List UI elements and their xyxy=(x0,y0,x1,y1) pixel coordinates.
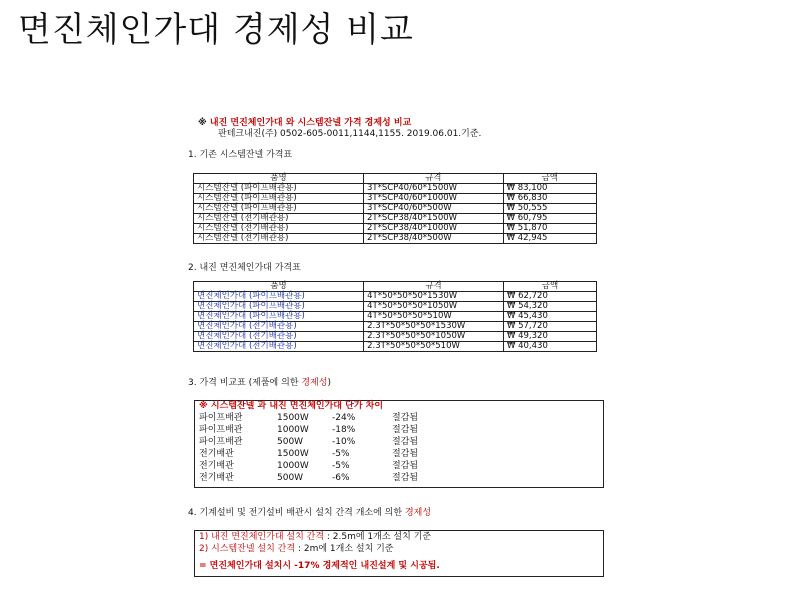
cell-price: ₩ 83,100 xyxy=(503,184,596,194)
table-row xyxy=(194,234,597,244)
diff-type: 파이프배관 xyxy=(199,413,243,423)
reference-mark: ※ xyxy=(198,118,207,128)
comparison-row xyxy=(195,424,603,436)
system-channel-price-table xyxy=(193,173,597,244)
diff-result: 절감됨 xyxy=(392,449,419,459)
diff-type: 파이프배관 xyxy=(199,425,243,435)
table-row xyxy=(194,312,597,322)
table-header-row xyxy=(194,174,597,184)
diff-percent: -6% xyxy=(332,473,350,483)
document-image xyxy=(188,118,618,571)
table-row xyxy=(194,322,597,332)
cell-price: ₩ 50,555 xyxy=(503,204,596,214)
cell-item: 면진체인가대 (파이프배관용) xyxy=(194,302,364,312)
comparison-box-header: ※ 시스템잔넬 과 내진 면진체인가대 단가 차이 xyxy=(199,401,384,411)
cell-price: ₩ 40,430 xyxy=(504,342,597,352)
cell-price: ₩ 42,945 xyxy=(503,234,596,244)
table-row xyxy=(194,224,597,234)
cell-spec: 4T*50*50*50*510W xyxy=(364,312,504,322)
interval-line-1-label: 1) 내진 면진체인가대 설치 간격 xyxy=(199,532,325,542)
diff-result: 절감됨 xyxy=(392,437,419,447)
document-subheader: 판테크내진(주) 0502-605-0011,1144,1155. 2019.06.01.기준. xyxy=(218,129,482,139)
table-row xyxy=(194,342,597,352)
section-4-title-highlight: 경제성 xyxy=(404,508,432,518)
slide-title: 면진체인가대 경제성 비교 xyxy=(18,10,414,50)
diff-percent: -5% xyxy=(332,461,350,471)
diff-type: 파이프배관 xyxy=(199,437,243,447)
table-row xyxy=(194,292,597,302)
table-row xyxy=(194,214,597,224)
table-row xyxy=(194,302,597,312)
interval-line-2-value: : 2m에 1개소 설치 기준 xyxy=(297,544,394,554)
cell-spec: 2T*SCP38/40*1500W xyxy=(363,214,503,224)
table-row xyxy=(194,204,597,214)
diff-type: 전기배관 xyxy=(199,461,234,471)
comparison-row xyxy=(195,472,603,484)
cell-spec: 3T*SCP40/60*500W xyxy=(363,204,503,214)
diff-percent: -18% xyxy=(332,425,356,435)
cell-spec: 2.3T*50*50*50*1050W xyxy=(364,332,504,342)
cell-price: ₩ 66,830 xyxy=(503,194,596,204)
comparison-row xyxy=(195,412,603,424)
table-header-row xyxy=(194,282,597,292)
cell-price: ₩ 57,720 xyxy=(504,322,597,332)
interval-line-2 xyxy=(195,543,603,555)
cell-spec: 2T*SCP38/40*1000W xyxy=(363,224,503,234)
cell-price: ₩ 45,430 xyxy=(504,312,597,322)
section-4-title xyxy=(188,508,431,519)
col-header-spec: 규격 xyxy=(364,282,504,292)
seismic-hanger-price-table xyxy=(193,281,597,352)
diff-percent: -5% xyxy=(332,449,350,459)
diff-width: 500W xyxy=(277,473,304,483)
cell-spec: 2T*SCP38/40*500W xyxy=(363,234,503,244)
section-2-title: 2. 내진 면진체인가대 가격표 xyxy=(188,263,301,273)
col-header-price: 금액 xyxy=(503,174,596,184)
cell-item: 면진체인가대 (전기배관용) xyxy=(194,342,364,352)
cell-item: 시스템잔넬 (파이프배관용) xyxy=(194,184,364,194)
interval-line-2-label: 2) 시스템잔넬 설치 간격 xyxy=(199,544,296,554)
installation-interval-box xyxy=(194,530,604,577)
table-row xyxy=(194,184,597,194)
col-header-item: 품명 xyxy=(194,174,364,184)
document-header xyxy=(198,118,618,129)
table-row xyxy=(194,194,597,204)
interval-line-1-value: : 2.5m에 1개소 설치 기준 xyxy=(326,532,432,542)
section-3-title xyxy=(188,378,331,389)
diff-type: 전기배관 xyxy=(199,473,234,483)
cell-spec: 4T*50*50*50*1530W xyxy=(364,292,504,302)
col-header-price: 금액 xyxy=(504,282,597,292)
comparison-row xyxy=(195,436,603,448)
cell-spec: 4T*50*50*50*1050W xyxy=(364,302,504,312)
section-3-title-suffix: ) xyxy=(327,378,331,388)
diff-result: 절감됨 xyxy=(392,461,419,471)
cell-item: 시스템잔넬 (파이프배관용) xyxy=(194,204,364,214)
col-header-spec: 규격 xyxy=(363,174,503,184)
diff-percent: -10% xyxy=(332,437,356,447)
diff-percent: -24% xyxy=(332,413,356,423)
section-4-title-prefix: 4. 기계설비 및 전기설비 배관시 설치 간격 개소에 의한 xyxy=(188,508,403,518)
price-comparison-box xyxy=(194,400,604,488)
document-header-text: 내진 면진체인가대 와 시스템잔넬 가격 경제성 비교 xyxy=(209,118,412,128)
cell-price: ₩ 62,720 xyxy=(504,292,597,302)
diff-width: 1500W xyxy=(277,413,309,423)
diff-result: 절감됨 xyxy=(392,473,419,483)
cell-item: 면진체인가대 (전기배관용) xyxy=(194,322,364,332)
section-3-title-prefix: 3. 가격 비교표 (제품에 의한 xyxy=(188,378,299,388)
cell-spec: 2.3T*50*50*50*510W xyxy=(364,342,504,352)
diff-width: 1000W xyxy=(277,461,309,471)
cell-price: ₩ 51,870 xyxy=(503,224,596,234)
cell-item: 시스템잔넬 (전기배관용) xyxy=(194,234,364,244)
comparison-row xyxy=(195,460,603,472)
diff-width: 1000W xyxy=(277,425,309,435)
diff-width: 500W xyxy=(277,437,304,447)
table-row xyxy=(194,332,597,342)
cell-spec: 3T*SCP40/60*1000W xyxy=(363,194,503,204)
section-1-title: 1. 기존 시스템잔넬 가격표 xyxy=(188,150,293,160)
cell-item: 시스템잔넬 (전기배관용) xyxy=(194,224,364,234)
cell-item: 시스템잔넬 (전기배관용) xyxy=(194,214,364,224)
cell-price: ₩ 49,320 xyxy=(504,332,597,342)
diff-result: 절감됨 xyxy=(392,413,419,423)
diff-type: 전기배관 xyxy=(199,449,234,459)
conclusion-text: = 면진체인가대 설치시 -17% 경제적인 내진설계 및 시공됨. xyxy=(199,561,440,571)
cell-item: 면진체인가대 (전기배관용) xyxy=(194,332,364,342)
cell-spec: 2.3T*50*50*50*1530W xyxy=(364,322,504,332)
interval-line-1 xyxy=(195,531,603,543)
diff-width: 1500W xyxy=(277,449,309,459)
diff-result: 절감됨 xyxy=(392,425,419,435)
col-header-item: 품명 xyxy=(194,282,364,292)
cell-spec: 3T*SCP40/60*1500W xyxy=(363,184,503,194)
cell-price: ₩ 60,795 xyxy=(503,214,596,224)
comparison-row xyxy=(195,448,603,460)
cell-item: 면진체인가대 (파이프배관용) xyxy=(194,312,364,322)
cell-item: 면진체인가대 (파이프배관용) xyxy=(194,292,364,302)
cell-item: 시스템잔넬 (파이프배관용) xyxy=(194,194,364,204)
cell-price: ₩ 54,320 xyxy=(504,302,597,312)
section-3-title-highlight: 경제성 xyxy=(301,378,328,388)
